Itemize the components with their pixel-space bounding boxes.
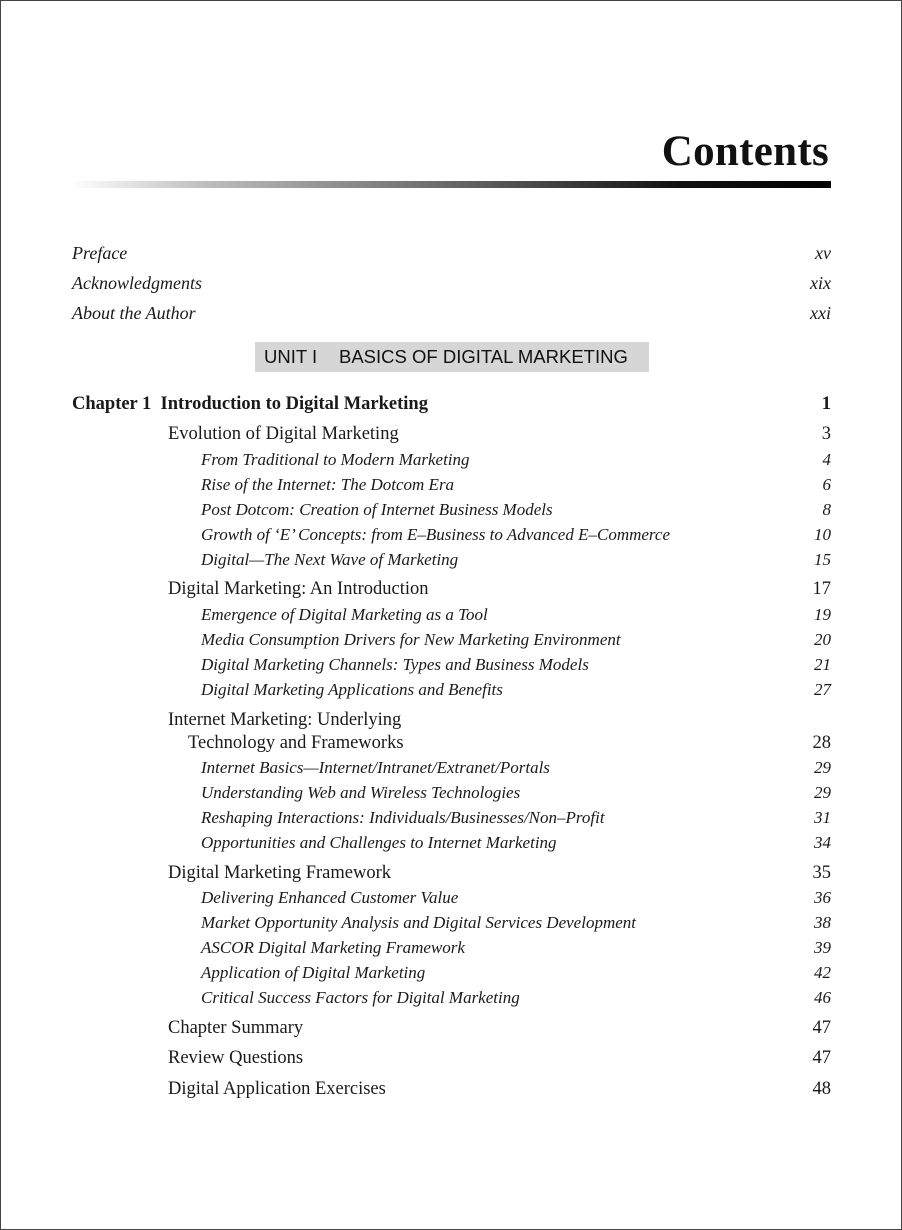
toc-entry-section [72, 421, 831, 447]
entry-label: Post Dotcom: Creation of Internet Business Models [201, 500, 553, 519]
entry-label: Market Opportunity Analysis and Digital Services Development [201, 913, 636, 932]
toc-entry-subsection [72, 985, 831, 1011]
toc-entry-subsection [72, 935, 831, 961]
entry-label: About the Author [72, 303, 196, 323]
entry-label: Technology and Frameworks [188, 733, 404, 753]
entry-label: Internet Basics—Internet/Intranet/Extranet/Portals [201, 758, 550, 777]
chapter-label: Chapter 1 Introduction to Digital Marketing [72, 394, 428, 414]
entry-page: 42 [814, 963, 831, 982]
entry-page: 47 [812, 1018, 831, 1038]
entry-label: Internet Marketing: Underlying [168, 710, 402, 730]
entry-label: Understanding Web and Wireless Technologies [201, 783, 521, 802]
toc-entry-subsection [72, 447, 831, 473]
toc-entry-about-author [72, 300, 831, 326]
page-title: Contents [661, 128, 829, 175]
entry-label: Media Consumption Drivers for New Marketing Environment [201, 630, 621, 649]
entry-page: 4 [822, 450, 831, 469]
entry-label: Critical Success Factors for Digital Marketing [201, 988, 520, 1007]
entry-page: 8 [822, 500, 831, 519]
entry-label: Chapter Summary [168, 1018, 304, 1038]
toc-entry-subsection [72, 780, 831, 806]
entry-label: Digital Marketing Applications and Benefits [201, 680, 503, 699]
toc-entry-subsection [72, 805, 831, 831]
toc-entry-chapter-1 [72, 391, 831, 417]
entry-page: 38 [814, 913, 831, 932]
toc-entry-section [72, 1045, 831, 1071]
entry-label: Opportunities and Challenges to Internet Marketing [201, 833, 557, 852]
entry-page: 46 [814, 988, 831, 1007]
entry-page: 19 [814, 605, 831, 624]
toc-entry-section-continued [72, 730, 831, 756]
table-of-contents [72, 1, 831, 1229]
entry-page: 47 [812, 1048, 831, 1068]
chapter-page: 1 [821, 394, 831, 414]
entry-label: Reshaping Interactions: Individuals/Businesses/Non–Profit [201, 808, 605, 827]
toc-entry-subsection [72, 830, 831, 856]
entry-label: Growth of ‘E’ Concepts: from E–Business to Advanced E–Commerce [201, 525, 671, 544]
entry-page: 17 [812, 579, 831, 599]
unit-number: UNIT I [264, 346, 318, 367]
entry-page: 31 [814, 808, 831, 827]
unit-name: BASICS OF DIGITAL MARKETING [339, 346, 628, 367]
entry-page: 10 [814, 525, 831, 544]
entry-label: ASCOR Digital Marketing Framework [201, 938, 465, 957]
entry-page: 3 [821, 424, 831, 444]
toc-entry-subsection [72, 497, 831, 523]
entry-page: 21 [814, 655, 831, 674]
toc-entry-section [72, 860, 831, 886]
entry-label: Digital—The Next Wave of Marketing [201, 550, 459, 569]
entry-page: xv [815, 243, 831, 263]
entry-page: 39 [814, 938, 831, 957]
toc-entry-subsection [72, 472, 831, 498]
entry-label: Emergence of Digital Marketing as a Tool [201, 605, 488, 624]
entry-page: 36 [814, 888, 831, 907]
entry-label: Rise of the Internet: The Dotcom Era [201, 475, 455, 494]
entry-label: Digital Marketing: An Introduction [168, 579, 429, 599]
entry-label: Acknowledgments [72, 273, 202, 293]
toc-entry-preface [72, 240, 831, 266]
entry-label: Delivering Enhanced Customer Value [201, 888, 459, 907]
entry-page: 48 [812, 1079, 831, 1099]
toc-entry-subsection [72, 652, 831, 678]
entry-page: 34 [814, 833, 831, 852]
entry-page: xix [810, 273, 831, 293]
entry-page: xxi [810, 303, 831, 323]
entry-label: Digital Marketing Channels: Types and Business Models [201, 655, 589, 674]
entry-page: 15 [814, 550, 831, 569]
toc-entry-subsection [72, 755, 831, 781]
toc-entry-subsection [72, 960, 831, 986]
toc-entry-section [72, 1076, 831, 1102]
toc-entry-subsection [72, 627, 831, 653]
toc-entry-subsection [72, 677, 831, 703]
entry-page: 29 [814, 783, 831, 802]
toc-entry-subsection [72, 547, 831, 573]
entry-page: 20 [814, 630, 831, 649]
entry-page: 27 [814, 680, 831, 699]
entry-label: Preface [72, 243, 128, 263]
toc-entry-section [72, 1015, 831, 1041]
toc-entry-section [72, 576, 831, 602]
toc-entry-subsection [72, 885, 831, 911]
entry-label: Application of Digital Marketing [201, 963, 426, 982]
entry-page: 29 [814, 758, 831, 777]
toc-entry-subsection [72, 602, 831, 628]
entry-label: From Traditional to Modern Marketing [201, 450, 470, 469]
toc-entry-subsection [72, 910, 831, 936]
entry-page: 6 [822, 475, 831, 494]
toc-entry-subsection [72, 522, 831, 548]
entry-page: 35 [812, 863, 831, 883]
entry-label: Review Questions [168, 1048, 304, 1068]
toc-entry-acknowledgments [72, 270, 831, 296]
entry-page: 28 [812, 733, 831, 753]
unit-banner [255, 342, 649, 372]
entry-label: Evolution of Digital Marketing [168, 424, 399, 444]
entry-label: Digital Application Exercises [168, 1079, 386, 1099]
entry-label: Digital Marketing Framework [168, 863, 391, 883]
